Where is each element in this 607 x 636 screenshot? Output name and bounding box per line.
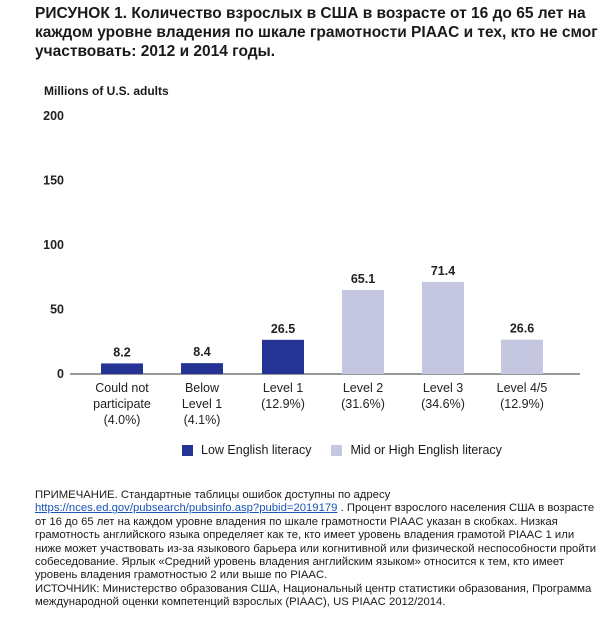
bar bbox=[422, 282, 464, 374]
legend-swatch-high bbox=[331, 445, 342, 456]
y-tick-label: 0 bbox=[57, 367, 64, 381]
legend-item-low bbox=[182, 443, 311, 457]
note-prefix: ПРИМЕЧАНИЕ. Стандартные таблицы ошибок доступны по адресу bbox=[35, 489, 391, 501]
category-label: Level 3 bbox=[422, 381, 464, 395]
data-label: 71.4 bbox=[430, 263, 456, 278]
note-link[interactable]: https://nces.ed.gov/pubsearch/pubsinfo.asp?pubid=2019179 bbox=[35, 502, 338, 515]
category-label: (12.9%) bbox=[261, 397, 305, 411]
legend-item-high bbox=[331, 443, 501, 457]
y-axis-ticks bbox=[43, 109, 64, 381]
category-label: Level 1 bbox=[262, 381, 304, 395]
data-label: 65.1 bbox=[350, 272, 376, 287]
bars bbox=[101, 282, 543, 374]
category-label: Level 4/5 bbox=[496, 381, 548, 395]
category-label: (34.6%) bbox=[421, 397, 465, 411]
bar bbox=[501, 340, 543, 374]
chart-title: РИСУНОК 1. Количество взрослых в США в возрасте от 16 до 65 лет на каждом уровне владения по шкале грамотности PIAAC и тех, кто не смог участвовать: 2012 и 2014 годы. bbox=[35, 5, 598, 60]
category-label: Could not bbox=[95, 381, 149, 395]
value-labels bbox=[113, 264, 534, 360]
category-label: Below bbox=[184, 381, 220, 395]
category-label: (12.9%) bbox=[500, 397, 544, 411]
data-label: 8.2 bbox=[113, 345, 131, 360]
note-body: . Процент взрослого населения США в возрасте от 16 до 65 лет на каждом уровне владения по шкале грамотности PIAAC указан в скобках. Низкая грамотность английского языка определяет как те, кто имеет уровень владения грамотой PIAAC 1 или ниже может участвовать из-за языкового барьера или когнитивной или физической неспособности пройти собеседование. Ярлык «Средний уровень владения английским языком» относится к тем, кто имеет уровень владения грамотностью 2 или выше по PIAAC. bbox=[35, 502, 597, 582]
category-labels bbox=[93, 381, 547, 427]
category-label: Level 1 bbox=[181, 397, 223, 411]
category-label: participate bbox=[93, 397, 151, 411]
y-tick-label: 200 bbox=[43, 109, 64, 123]
data-label: 8.4 bbox=[193, 345, 211, 360]
bar bbox=[262, 340, 304, 374]
bar-chart bbox=[0, 100, 607, 435]
note-text bbox=[35, 489, 600, 583]
data-label: 26.5 bbox=[270, 321, 296, 336]
category-label: (4.0%) bbox=[103, 413, 141, 427]
bar bbox=[342, 290, 384, 374]
data-label: 26.6 bbox=[509, 321, 535, 336]
y-tick-label: 50 bbox=[50, 302, 64, 317]
bar bbox=[101, 363, 143, 374]
legend-swatch-low bbox=[182, 445, 193, 456]
legend-label-high: Mid or High English literacy bbox=[350, 443, 502, 457]
y-tick-label: 100 bbox=[43, 238, 64, 252]
legend bbox=[182, 443, 522, 457]
category-label: (4.1%) bbox=[183, 413, 221, 427]
legend-label-low: Low English literacy bbox=[201, 443, 312, 457]
source-text: ИСТОЧНИК: Министерство образования США, Национальный центр статистики образования, Программа международной оценки компетенций взрослых (PIAAC), US PIAAC 2012/2014. bbox=[35, 582, 592, 609]
bar bbox=[181, 363, 223, 374]
y-tick-label: 150 bbox=[43, 173, 64, 188]
category-label: (31.6%) bbox=[341, 397, 385, 411]
y-axis-label: Millions of U.S. adults bbox=[44, 84, 169, 98]
category-label: Level 2 bbox=[342, 381, 384, 395]
notes bbox=[35, 489, 600, 610]
